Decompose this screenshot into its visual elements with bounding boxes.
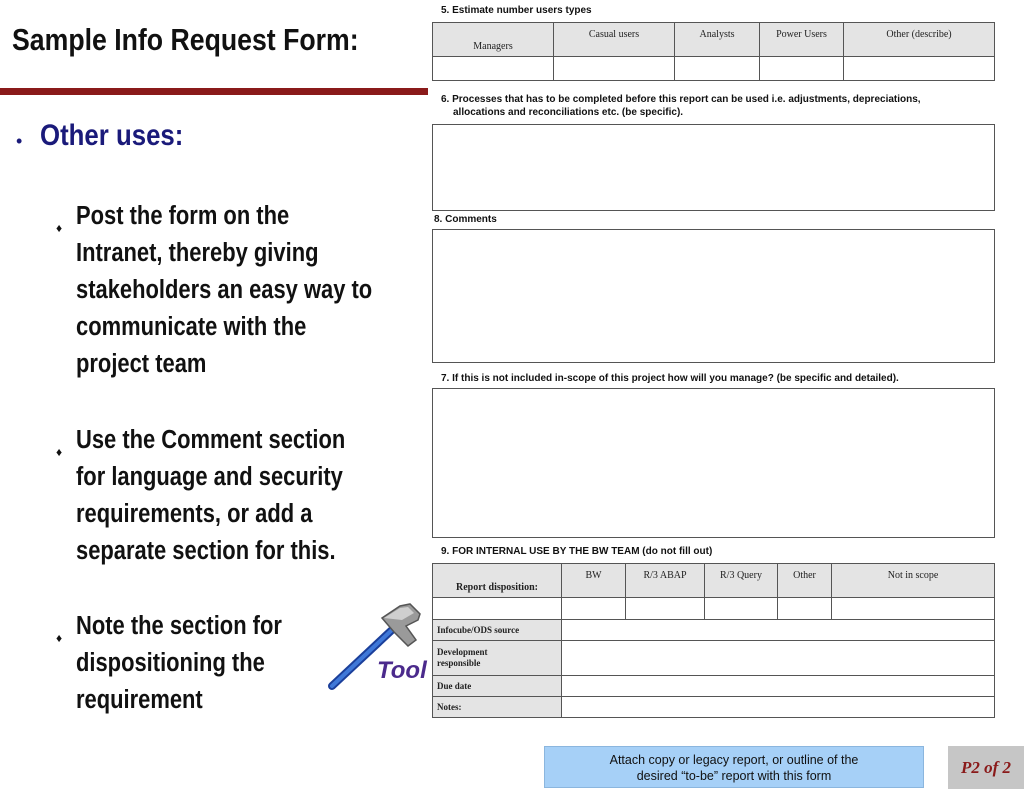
input-due-date[interactable] (562, 676, 995, 697)
page-indicator: P2 of 2 (948, 746, 1024, 789)
check-r3-query[interactable] (705, 598, 778, 620)
section-6-line-1: 6. Processes that has to be completed before this report can be used i.e. adjustments, depreciations, (441, 94, 921, 105)
sub-bullet-line: stakeholders an easy way to (76, 276, 373, 304)
comments-textbox[interactable] (432, 229, 995, 363)
attach-line-1: Attach copy or legacy report, or outline of the (609, 753, 859, 767)
processes-textbox[interactable] (432, 124, 995, 211)
input-infocube[interactable] (562, 620, 995, 641)
input-other-describe[interactable] (844, 57, 995, 81)
check-other[interactable] (778, 598, 832, 620)
input-casual-users[interactable] (554, 57, 675, 81)
sub-bullet-line: for language and security (76, 463, 343, 491)
sub-bullet-line: communicate with the (76, 313, 307, 341)
sub-bullet-line: requirement (76, 686, 203, 714)
input-managers[interactable] (433, 57, 554, 81)
col-r3-abap: R/3 ABAP (626, 564, 705, 598)
diamond-bullet-icon: ♦ (56, 445, 63, 459)
row-dev-line-1: Development (437, 647, 488, 657)
row-infocube-label: Infocube/ODS source (433, 620, 562, 641)
row-due-date-label: Due date (433, 676, 562, 697)
section-6-label (441, 93, 993, 119)
tool-label: Tool (377, 657, 427, 684)
sub-bullet-line: Note the section for (76, 612, 282, 640)
col-other: Other (778, 564, 832, 598)
main-bullet: Other uses: (40, 119, 184, 152)
section-7-label: 7. If this is not included in-scope of this project how will you manage? (be specific and detailed). (441, 373, 899, 384)
out-of-scope-textbox[interactable] (432, 388, 995, 538)
sub-bullet-line: Intranet, thereby giving (76, 239, 319, 267)
col-bw: BW (562, 564, 626, 598)
report-disposition-label: Report disposition: (433, 564, 562, 598)
slide-title: Sample Info Request Form: (12, 22, 359, 57)
sub-bullet-line: Post the form on the (76, 202, 290, 230)
bullet-dot-icon: • (16, 131, 23, 151)
sub-bullet-line: requirements, or add a (76, 500, 313, 528)
sub-bullet-line: separate section for this. (76, 537, 336, 565)
row-notes-label: Notes: (433, 697, 562, 718)
input-development-responsible[interactable] (562, 641, 995, 676)
section-6-line-2: allocations and reconciliations etc. (be specific). (453, 107, 684, 118)
attach-line-2: desired “to-be” report with this form (636, 769, 832, 783)
diamond-bullet-icon: ♦ (56, 221, 63, 235)
check-bw[interactable] (562, 598, 626, 620)
title-rule (0, 88, 428, 95)
users-table (432, 22, 995, 81)
row-development-label (433, 641, 562, 676)
section-9-label: 9. FOR INTERNAL USE BY THE BW TEAM (do not fill out) (441, 546, 713, 557)
sub-bullet-line: Use the Comment section (76, 426, 346, 454)
col-other-describe: Other (describe) (844, 23, 995, 57)
row-dev-line-2: responsible (437, 658, 481, 668)
col-power-users: Power Users (760, 23, 844, 57)
col-casual-users: Casual users (554, 23, 675, 57)
internal-use-table (432, 563, 995, 718)
sub-bullet-line: dispositioning the (76, 649, 265, 677)
col-analysts: Analysts (675, 23, 760, 57)
attach-note (544, 746, 924, 788)
section-5-label: 5. Estimate number users types (441, 5, 592, 16)
disposition-blank (433, 598, 562, 620)
diamond-bullet-icon: ♦ (56, 631, 63, 645)
col-not-in-scope: Not in scope (832, 564, 995, 598)
check-r3-abap[interactable] (626, 598, 705, 620)
input-analysts[interactable] (675, 57, 760, 81)
section-8-label: 8. Comments (434, 214, 497, 225)
check-not-in-scope[interactable] (832, 598, 995, 620)
sub-bullet-line: project team (76, 350, 207, 378)
col-managers: Managers (433, 23, 554, 57)
input-notes[interactable] (562, 697, 995, 718)
input-power-users[interactable] (760, 57, 844, 81)
col-r3-query: R/3 Query (705, 564, 778, 598)
